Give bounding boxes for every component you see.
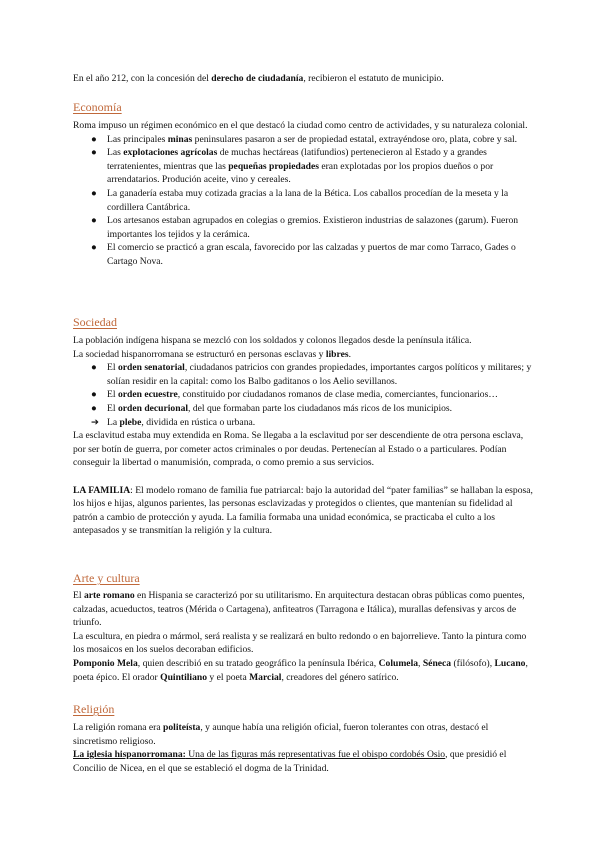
item-bold: plebe <box>119 416 142 428</box>
intro-text-end: , recibieron el estatuto de municipio. <box>303 73 444 84</box>
heading-sociedad: Sociedad <box>73 315 117 329</box>
item-text: El <box>107 389 118 401</box>
item-text: El comercio se practicó a gran escala, favorecido por las calzadas y puertos de mar como Tarraco, Gades o Cartago Nova. <box>107 242 516 267</box>
religion-paragraph-2 <box>73 748 533 775</box>
item-text: La <box>107 416 120 428</box>
list-item <box>73 402 533 416</box>
para-bold: libres <box>325 348 349 360</box>
para-text: El <box>73 590 84 601</box>
item-bold: orden senatorial <box>117 362 185 374</box>
bullet-icon: ● <box>91 133 97 145</box>
arrow-right-icon: ➔ <box>91 416 100 428</box>
sociedad-paragraph-esclavitud: La esclavitud estaba muy extendida en Roma. Se llegaba a la esclavitud por ser descendiente de otra persona esclava, por ser botín de guerra, por cometer actos criminales o por deudas. Pertenecían al Estado o a particulares. Podían conseguir la libertad o manumisión, comprada, o como premio a sus servicios. <box>73 430 524 469</box>
sociedad-paragraph-1: La población indígena hispana se mezcló con los soldados y colonos llegados desde la península itálica. <box>73 335 472 346</box>
economia-list <box>73 133 533 269</box>
arte-paragraph-3 <box>73 657 533 684</box>
item-text: , del que formaban parte los ciudadanos más ricos de los municipios. <box>188 402 453 414</box>
heading-religion: Religión <box>73 702 115 716</box>
author-name: Quintiliano <box>160 671 208 683</box>
para-text: , y aunque había una religión oficial, fueron tolerantes con otras, destacó el sincretismo religioso. <box>73 722 489 747</box>
section-economia <box>73 119 533 269</box>
sociedad-list <box>73 361 533 429</box>
para-text: y el poeta <box>207 671 250 683</box>
sociedad-paragraph-2 <box>73 348 533 362</box>
author-name: Columela <box>378 657 419 669</box>
para-text: , poeta épico. El orador <box>73 657 528 683</box>
item-bold: orden decurional <box>117 402 189 414</box>
bullet-icon: ● <box>91 389 97 401</box>
religion-paragraph-1 <box>73 721 533 748</box>
familia-paragraph <box>73 484 533 538</box>
economia-paragraph: Roma impuso un régimen económico en el que destacó la ciudad como centro de actividades, y su naturaleza colonial. <box>73 120 528 131</box>
arte-paragraph-1 <box>73 589 533 630</box>
item-text: peninsulares pasaron a ser de propiedad estatal, extrayéndose oro, plata, cobre y sal. <box>192 133 518 145</box>
familia-text: : El modelo romano de familia fue patriarcal: bajo la autoridad del “pater familias” se hallaban la esposa, los hijos e hijas, algunos parientes, las personas esclavizadas y protegidos o clientes, que mantenían su fidelidad al patrón a cambio de protección y ayuda. La familia formaba una unidad económica, se practicaba el culto a los antepasados y se transmitían la religión y la cultura. <box>73 484 533 537</box>
bullet-icon: ● <box>91 147 97 159</box>
familia-bold: LA FAMILIA <box>73 484 131 496</box>
item-text: eran explotadas por los propios dueños o por arrendatarios. Produción aceite, vino y cereales. <box>107 160 494 186</box>
item-text: Las principales <box>107 133 168 145</box>
para-text-underlined: Una de las figuras más representativas fue el obispo cordobés Osio <box>185 749 446 761</box>
heading-arte-cultura: Arte y cultura <box>73 571 140 585</box>
para-text: en Hispania se caracterizó por su utilitarismo. En arquitectura destacan obras públicas como puentes, calzadas, acueductos, teatros (Mérida o Cartagena), anfiteatros (Tarragona e Itálica), murallas defensivas y arcos de triunfo. <box>73 590 525 629</box>
para-text: . <box>348 348 351 360</box>
list-item-arrow <box>73 416 533 430</box>
item-text: Los artesanos estaban agrupados en colegias o gremios. Existieron industrias de salazones (garum). Fueron importantes los tejidos y la cerámica. <box>107 215 519 240</box>
list-item <box>73 133 533 147</box>
spacer <box>73 470 533 484</box>
list-item <box>73 214 533 241</box>
para-text: La religión romana era <box>73 722 164 733</box>
item-text: El <box>107 362 118 374</box>
list-item <box>73 361 533 388</box>
item-text: La ganadería estaba muy cotizada gracias a la lana de la Bética. Los caballos procedían de la meseta y la cordillera Cantábrica. <box>107 187 509 213</box>
item-text: de muchas hectáreas (latifundios) pertenecieron al Estado y a grandes terratenientes, mientras que las <box>107 147 487 172</box>
item-text: , ciudadanos patricios con grandes propiedades, importantes cargos políticos y militares; y solían residir en la capital: como los Balbo gaditanos o los Aelio sevillanos. <box>107 362 532 387</box>
para-text: La sociedad hispanorromana se estructuró en personas esclavas y <box>73 348 326 360</box>
section-sociedad <box>73 334 533 538</box>
heading-economia: Economía <box>73 100 122 114</box>
para-bold: arte romano <box>83 590 135 601</box>
intro-text: En el año 212, con la concesión del <box>73 73 212 84</box>
bullet-icon: ● <box>91 362 97 374</box>
para-text: (filósofo), <box>451 657 495 669</box>
bullet-icon: ● <box>91 215 97 227</box>
item-text: Las <box>107 147 124 159</box>
item-text: , constituido por ciudadanos romanos de clase media, comerciantes, funcionarios… <box>177 389 498 401</box>
list-item <box>73 146 533 187</box>
intro-bold: derecho de ciudadanía <box>211 73 304 84</box>
item-bold: minas <box>167 133 193 145</box>
section-religion <box>73 721 533 775</box>
section-arte <box>73 589 533 684</box>
bullet-icon: ● <box>91 242 97 254</box>
para-text: , quien describió en su tratado geográfico la península Ibérica, <box>137 657 379 669</box>
item-text: El <box>107 402 118 414</box>
para-text: , que presidió el Concilio de Nicea, en el que se estableció el dogma de la Trinidad. <box>73 749 507 774</box>
author-name: Séneca <box>422 657 452 669</box>
para-bold-underlined: La iglesia hispanorromana: <box>73 749 186 761</box>
author-name: Marcial <box>249 671 282 683</box>
arte-paragraph-2: La escultura, en piedra o mármol, será realista y se realizará en bulto redondo o en bajorrelieve. Tanto la pintura como los mosaicos en los suelos decoraban edificios. <box>73 630 527 656</box>
bullet-icon: ● <box>91 187 97 199</box>
item-text: , dividida en rústica o urbana. <box>141 416 256 428</box>
para-text: , creadores del género satírico. <box>281 671 399 683</box>
author-name: Lucano <box>494 657 526 669</box>
para-bold: politeísta <box>163 722 201 733</box>
list-item <box>73 241 533 268</box>
list-item <box>73 388 533 402</box>
item-bold: pequeñas propiedades <box>228 160 319 172</box>
bullet-icon: ● <box>91 402 97 414</box>
author-name: Pomponio Mela <box>73 657 138 669</box>
item-bold: explotaciones agrícolas <box>123 147 218 159</box>
list-item <box>73 187 533 214</box>
item-bold: orden ecuestre <box>117 389 178 401</box>
intro-paragraph <box>73 72 533 86</box>
para-text: , <box>418 657 423 669</box>
